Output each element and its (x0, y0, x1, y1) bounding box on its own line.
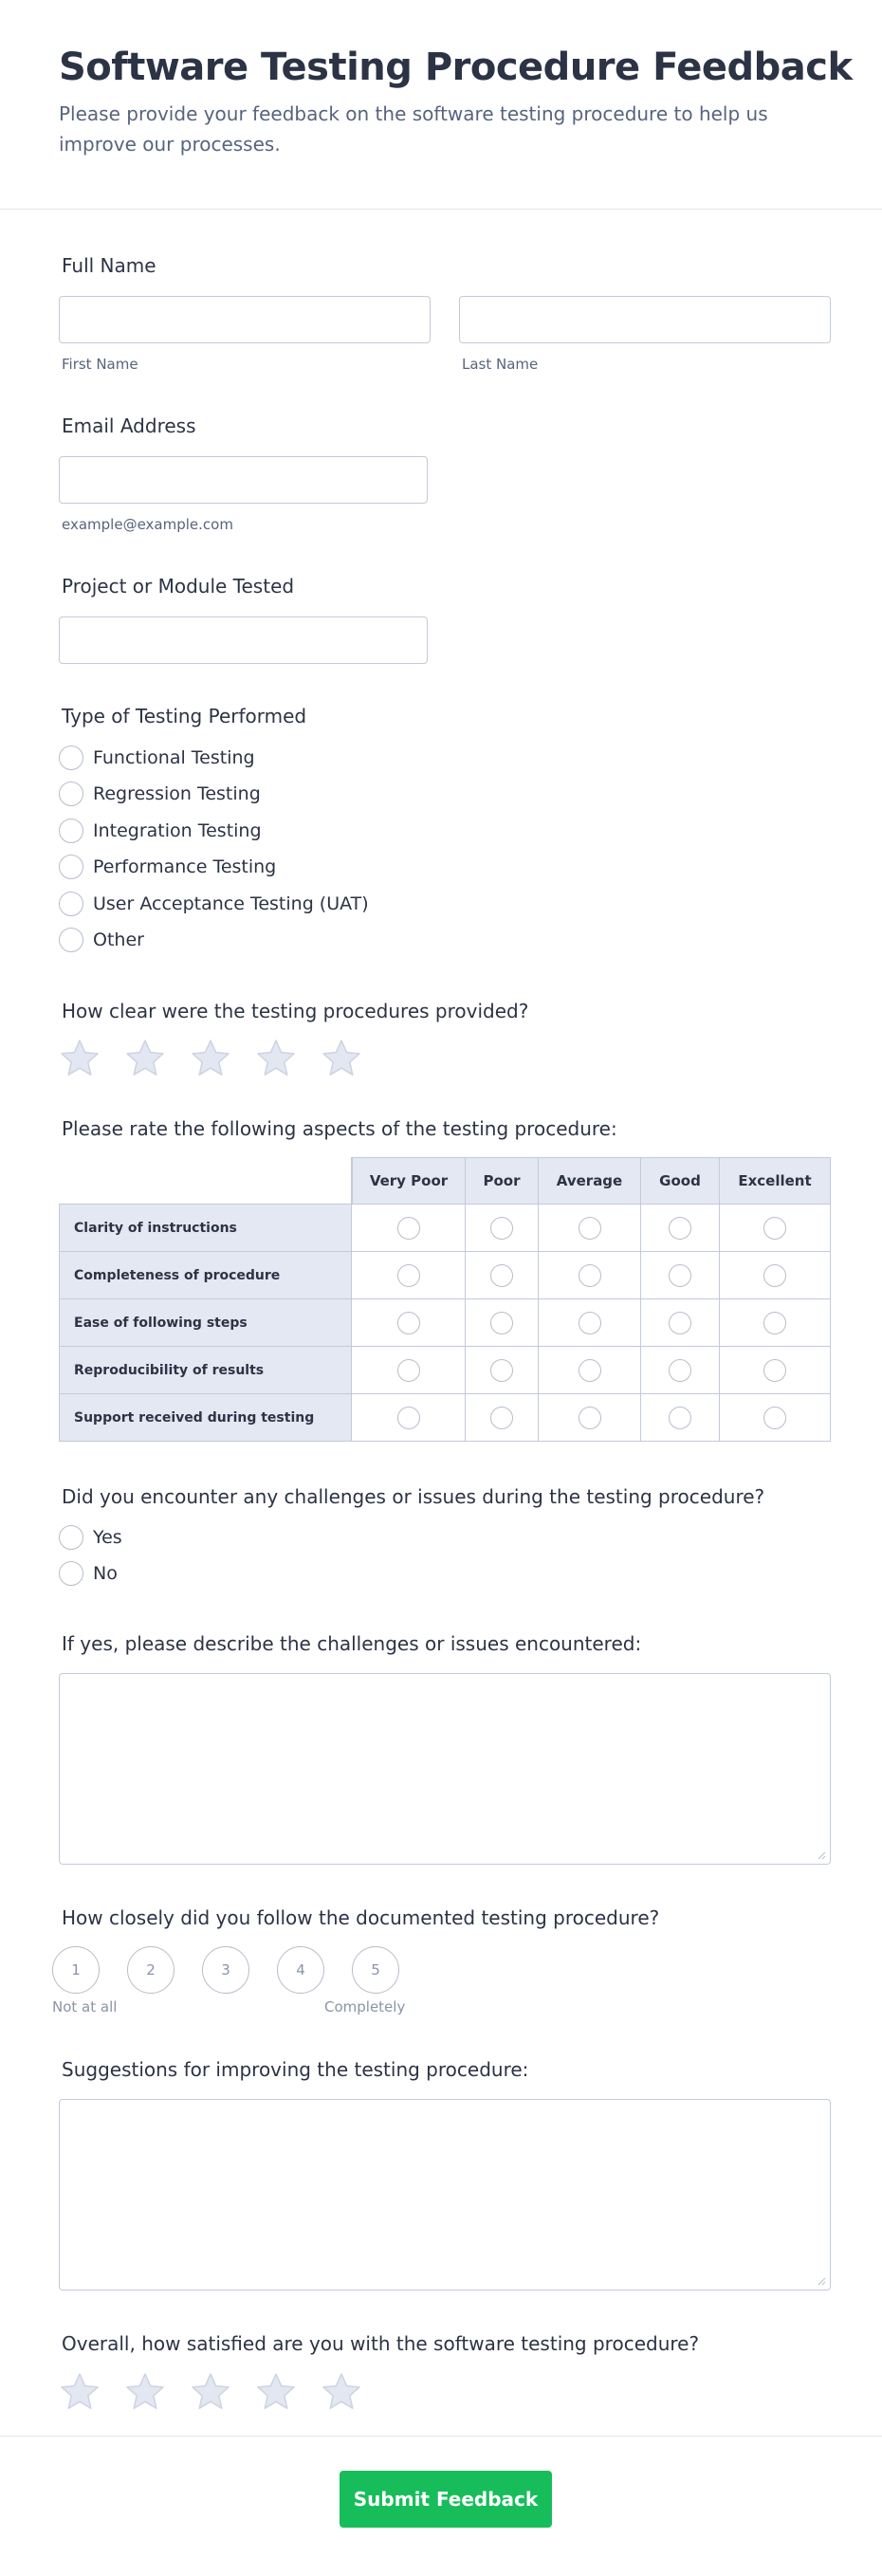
option-label: User Acceptance Testing (UAT) (93, 893, 369, 914)
matrix-radio[interactable] (490, 1312, 513, 1334)
matrix-corner (59, 1157, 352, 1205)
resize-handle-icon[interactable] (817, 2276, 826, 2286)
testing-option-uat[interactable] (59, 891, 369, 917)
matrix-row (59, 1347, 831, 1394)
option-label: Performance Testing (93, 856, 277, 877)
project-input[interactable] (59, 616, 428, 664)
satisfaction-label: Overall, how satisfied are you with the software testing procedure? (62, 2332, 700, 2355)
challenges-option-no[interactable] (59, 1560, 118, 1587)
describe-textarea[interactable] (59, 1673, 831, 1865)
last-name-input[interactable] (459, 296, 831, 343)
matrix-row-label: Clarity of instructions (59, 1205, 352, 1252)
radio-button[interactable] (59, 782, 83, 806)
suggestions-textarea[interactable] (59, 2099, 831, 2291)
matrix-radio[interactable] (669, 1217, 691, 1240)
clarity-star-rating[interactable] (59, 1038, 386, 1079)
star-icon[interactable] (124, 2371, 166, 2413)
page-subtitle: Please provide your feedback on the software testing procedure to help us improve our processes. (59, 102, 768, 156)
matrix-radio[interactable] (490, 1359, 513, 1382)
option-label: Regression Testing (93, 783, 261, 804)
testing-option-performance[interactable] (59, 854, 276, 880)
adherence-label: How closely did you follow the documented testing procedure? (62, 1906, 660, 1929)
matrix-radio[interactable] (397, 1217, 420, 1240)
matrix-radio[interactable] (763, 1407, 786, 1429)
first-name-sublabel: First Name (62, 356, 138, 373)
testing-option-regression[interactable] (59, 781, 261, 807)
matrix-row-label: Ease of following steps (59, 1299, 352, 1347)
matrix-radio[interactable] (397, 1407, 420, 1429)
matrix-column-header: Excellent (720, 1157, 831, 1205)
matrix-radio[interactable] (579, 1359, 601, 1382)
matrix-row (59, 1394, 831, 1442)
matrix-row (59, 1252, 831, 1299)
matrix-row-label: Reproducibility of results (59, 1347, 352, 1394)
submit-button[interactable]: Submit Feedback (340, 2471, 552, 2528)
matrix-radio[interactable] (763, 1359, 786, 1382)
email-input[interactable] (59, 456, 428, 504)
matrix-radio[interactable] (763, 1217, 786, 1240)
radio-button[interactable] (59, 1561, 83, 1586)
matrix-row (59, 1205, 831, 1252)
option-label: Integration Testing (93, 820, 262, 841)
resize-handle-icon[interactable] (817, 1850, 826, 1860)
star-icon[interactable] (59, 1038, 101, 1079)
describe-label: If yes, please describe the challenges or issues encountered: (62, 1632, 642, 1655)
star-icon[interactable] (190, 2371, 231, 2413)
project-label: Project or Module Tested (62, 575, 295, 598)
last-name-sublabel: Last Name (462, 356, 539, 373)
star-icon[interactable] (190, 1038, 231, 1079)
option-label: No (93, 1563, 118, 1584)
matrix-radio[interactable] (579, 1312, 601, 1334)
radio-button[interactable] (59, 819, 83, 843)
radio-button[interactable] (59, 745, 83, 770)
matrix-radio[interactable] (490, 1264, 513, 1287)
email-label: Email Address (62, 414, 196, 437)
challenges-label: Did you encounter any challenges or issues during the testing procedure? (62, 1485, 765, 1508)
testing-type-label: Type of Testing Performed (62, 705, 307, 727)
matrix-radio[interactable] (669, 1312, 691, 1334)
option-label: Other (93, 929, 144, 950)
scale-high-label: Completely (324, 1998, 406, 2015)
radio-button[interactable] (59, 892, 83, 916)
scale-option-2[interactable]: 2 (127, 1946, 175, 1994)
matrix-column-header: Poor (466, 1157, 539, 1205)
radio-button[interactable] (59, 928, 83, 952)
matrix-row-label: Support received during testing (59, 1394, 352, 1442)
form-footer (0, 2436, 882, 2576)
matrix-row-label: Completeness of procedure (59, 1252, 352, 1299)
star-icon[interactable] (59, 2371, 101, 2413)
satisfaction-star-rating[interactable] (59, 2371, 386, 2413)
testing-option-integration[interactable] (59, 818, 262, 844)
scale-option-1[interactable]: 1 (52, 1946, 100, 1994)
star-icon[interactable] (255, 2371, 297, 2413)
scale-option-3[interactable]: 3 (202, 1946, 249, 1994)
matrix-radio[interactable] (579, 1264, 601, 1287)
matrix-radio[interactable] (397, 1312, 420, 1334)
option-label: Yes (93, 1527, 122, 1548)
matrix-radio[interactable] (490, 1217, 513, 1240)
scale-low-label: Not at all (52, 1998, 118, 2015)
option-label: Functional Testing (93, 747, 255, 768)
star-icon[interactable] (321, 2371, 362, 2413)
challenges-option-yes[interactable] (59, 1524, 122, 1551)
matrix-column-header: Good (641, 1157, 720, 1205)
matrix-radio[interactable] (397, 1264, 420, 1287)
matrix-radio[interactable] (669, 1264, 691, 1287)
radio-button[interactable] (59, 1525, 83, 1550)
testing-option-functional[interactable] (59, 745, 255, 771)
rating-matrix (59, 1157, 831, 1442)
page-title: Software Testing Procedure Feedback (59, 46, 853, 89)
email-sublabel: example@example.com (62, 516, 233, 533)
star-icon[interactable] (255, 1038, 297, 1079)
matrix-radio[interactable] (669, 1407, 691, 1429)
matrix-radio[interactable] (579, 1217, 601, 1240)
matrix-radio[interactable] (763, 1312, 786, 1334)
first-name-input[interactable] (59, 296, 431, 343)
matrix-radio[interactable] (669, 1359, 691, 1382)
matrix-column-header: Very Poor (352, 1157, 466, 1205)
matrix-radio[interactable] (490, 1407, 513, 1429)
matrix-radio[interactable] (763, 1264, 786, 1287)
suggestions-label: Suggestions for improving the testing procedure: (62, 2058, 529, 2081)
matrix-radio[interactable] (397, 1359, 420, 1382)
star-icon[interactable] (124, 1038, 166, 1079)
radio-button[interactable] (59, 855, 83, 879)
matrix-column-header: Average (539, 1157, 641, 1205)
scale-option-4[interactable]: 4 (277, 1946, 324, 1994)
testing-option-other[interactable] (59, 927, 144, 953)
scale-option-5[interactable]: 5 (352, 1946, 399, 1994)
full-name-label: Full Name (62, 254, 156, 277)
star-icon[interactable] (321, 1038, 362, 1079)
matrix-label: Please rate the following aspects of the testing procedure: (62, 1117, 617, 1140)
clarity-label: How clear were the testing procedures provided? (62, 1000, 529, 1022)
matrix-radio[interactable] (579, 1407, 601, 1429)
form-header (0, 0, 882, 210)
matrix-row (59, 1299, 831, 1347)
